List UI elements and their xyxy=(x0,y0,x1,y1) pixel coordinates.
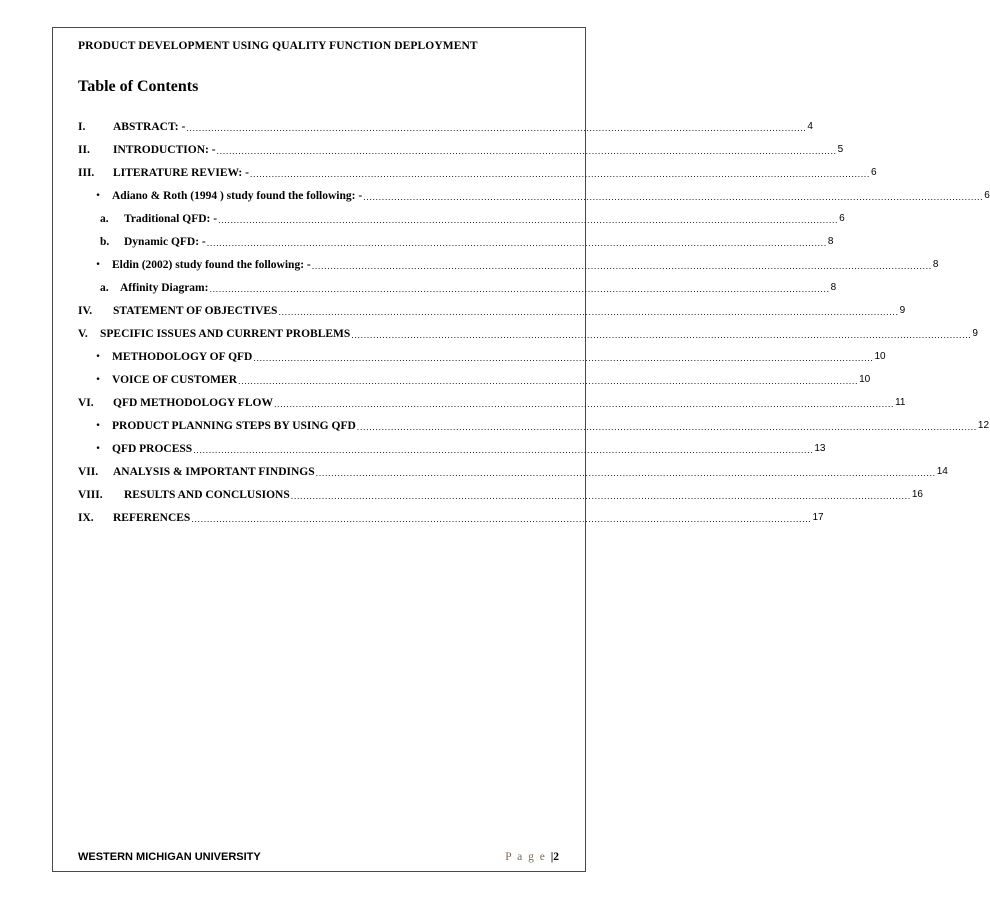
dot-leader: ........................................................................................................................................................................................................ xyxy=(363,192,984,202)
footer-page-number: 2 xyxy=(553,851,559,863)
dot-leader: ........................................................................................................................................................................................................ xyxy=(218,215,839,225)
toc-entry[interactable] xyxy=(84,373,871,387)
toc-entry-page: 10 xyxy=(874,351,886,362)
toc-entry[interactable] xyxy=(84,419,990,433)
toc-entry-label: QFD METHODOLOGY FLOW xyxy=(113,397,273,409)
footer xyxy=(78,851,559,863)
toc-entry-page: 10 xyxy=(859,374,871,385)
toc-entry-number: II. xyxy=(78,144,90,156)
toc-entry-page: 8 xyxy=(932,259,939,270)
toc-entry-number: a. xyxy=(100,213,109,225)
toc-entry-page: 12 xyxy=(977,420,990,431)
toc-entry[interactable] xyxy=(78,511,824,525)
toc-entry-label: VOICE OF CUSTOMER xyxy=(112,374,238,386)
dot-leader: ........................................................................................................................................................................................................ xyxy=(209,284,830,294)
toc-entry[interactable] xyxy=(100,281,837,295)
running-header: PRODUCT DEVELOPMENT USING QUALITY FUNCTION DEPLOYMENT xyxy=(78,40,478,52)
toc-entry-page: 16 xyxy=(911,489,923,500)
dot-leader: ........................................................................................................................................................................................................ xyxy=(273,399,895,409)
toc-entry-label: ABSTRACT: - xyxy=(113,121,186,133)
toc-entry[interactable] xyxy=(84,189,990,203)
dot-leader: ........................................................................................................................................................................................................ xyxy=(351,330,972,340)
toc-entry-number: a. xyxy=(100,282,109,294)
toc-entry-label: QFD PROCESS xyxy=(112,443,193,455)
dot-leader: ........................................................................................................................................................................................................ xyxy=(356,422,977,432)
toc-title: Table of Contents xyxy=(78,78,199,95)
toc-entry-page: 11 xyxy=(895,397,906,408)
toc-entry-page: 9 xyxy=(972,328,978,339)
toc-entry-label: LITERATURE REVIEW: - xyxy=(113,167,249,179)
toc-entry-label: Affinity Diagram: xyxy=(120,282,209,294)
dot-leader: ........................................................................................................................................................................................................ xyxy=(191,514,812,524)
toc-entry-label: STATEMENT OF OBJECTIVES xyxy=(113,305,278,317)
dot-leader: ........................................................................................................................................................................................................ xyxy=(278,307,899,317)
toc-entry-number: I. xyxy=(78,121,86,133)
toc-entry-page: 5 xyxy=(837,144,844,155)
toc-entry-page: 6 xyxy=(839,213,845,224)
toc-entry[interactable] xyxy=(78,304,906,318)
toc-entry-page: 17 xyxy=(812,512,824,523)
toc-entry-number: VII. xyxy=(78,466,99,478)
bullet-icon: • xyxy=(95,444,101,454)
toc-entry-label: METHODOLOGY OF QFD xyxy=(112,351,253,363)
toc-entry-number: III. xyxy=(78,167,95,179)
toc-entry-page: 8 xyxy=(830,282,837,293)
toc-entry[interactable] xyxy=(78,327,978,341)
bullet-icon: • xyxy=(95,421,101,431)
toc-entry-label: RESULTS AND CONCLUSIONS xyxy=(124,489,290,501)
toc-entry[interactable] xyxy=(78,120,813,134)
bullet-icon: • xyxy=(95,375,101,385)
toc-entry[interactable] xyxy=(84,442,826,456)
dot-leader: ........................................................................................................................................................................................................ xyxy=(315,468,936,478)
toc-entry[interactable] xyxy=(84,350,886,364)
toc-entry-page: 6 xyxy=(871,167,877,178)
toc-entry-label: SPECIFIC ISSUES AND CURRENT PROBLEMS xyxy=(100,328,351,340)
footer-page-indicator xyxy=(505,851,559,863)
toc-entry[interactable] xyxy=(100,235,834,249)
toc-entry-label: Traditional QFD: - xyxy=(124,213,218,225)
toc-entry[interactable] xyxy=(78,166,877,180)
toc-entry-page: 13 xyxy=(814,443,826,454)
bullet-icon: • xyxy=(95,191,101,201)
toc-entry[interactable] xyxy=(78,143,844,157)
toc-entry-label: Eldin (2002) study found the following: - xyxy=(112,259,311,271)
toc-entry-number: V. xyxy=(78,328,88,340)
toc-entry-label: Adiano & Roth (1994 ) study found the following: - xyxy=(112,190,363,202)
toc-entry-label: ANALYSIS & IMPORTANT FINDINGS xyxy=(113,466,315,478)
dot-leader: ........................................................................................................................................................................................................ xyxy=(238,376,859,386)
dot-leader: ........................................................................................................................................................................................................ xyxy=(193,445,814,455)
toc-entry-page: 6 xyxy=(984,190,990,201)
toc-entry-label: Dynamic QFD: - xyxy=(124,236,206,248)
toc-entry-page: 9 xyxy=(899,305,906,316)
dot-leader: ........................................................................................................................................................................................................ xyxy=(216,146,837,156)
dot-leader: ........................................................................................................................................................................................................ xyxy=(290,491,911,501)
toc-entry[interactable] xyxy=(78,396,906,410)
dot-leader: ........................................................................................................................................................................................................ xyxy=(253,353,874,363)
toc-entry[interactable] xyxy=(78,488,923,502)
toc-entry-number: IX. xyxy=(78,512,94,524)
toc-entry-number: VIII. xyxy=(78,489,103,501)
dot-leader: ........................................................................................................................................................................................................ xyxy=(311,261,932,271)
dot-leader: ........................................................................................................................................................................................................ xyxy=(249,169,871,179)
toc-entry-page: 4 xyxy=(807,121,813,132)
bullet-icon: • xyxy=(95,260,101,270)
bullet-icon: • xyxy=(95,352,101,362)
toc-entry-label: PRODUCT PLANNING STEPS BY USING QFD xyxy=(112,420,356,432)
toc-entry-page: 14 xyxy=(936,466,948,477)
toc-entry-label: REFERENCES xyxy=(113,512,191,524)
toc-entry-number: b. xyxy=(100,236,110,248)
toc-entry[interactable] xyxy=(100,212,845,226)
toc-entry-label: INTRODUCTION: - xyxy=(113,144,216,156)
footer-separator: | xyxy=(550,851,554,863)
toc-entry-number: VI. xyxy=(78,397,94,409)
footer-page-label: P a g e xyxy=(505,851,547,863)
toc-entry[interactable] xyxy=(78,465,948,479)
dot-leader: ........................................................................................................................................................................................................ xyxy=(206,238,827,248)
toc-entry[interactable] xyxy=(84,258,939,272)
toc-entry-number: IV. xyxy=(78,305,93,317)
toc-entry-page: 8 xyxy=(827,236,834,247)
dot-leader: ........................................................................................................................................................................................................ xyxy=(186,123,807,133)
footer-university: WESTERN MICHIGAN UNIVERSITY xyxy=(78,851,261,863)
